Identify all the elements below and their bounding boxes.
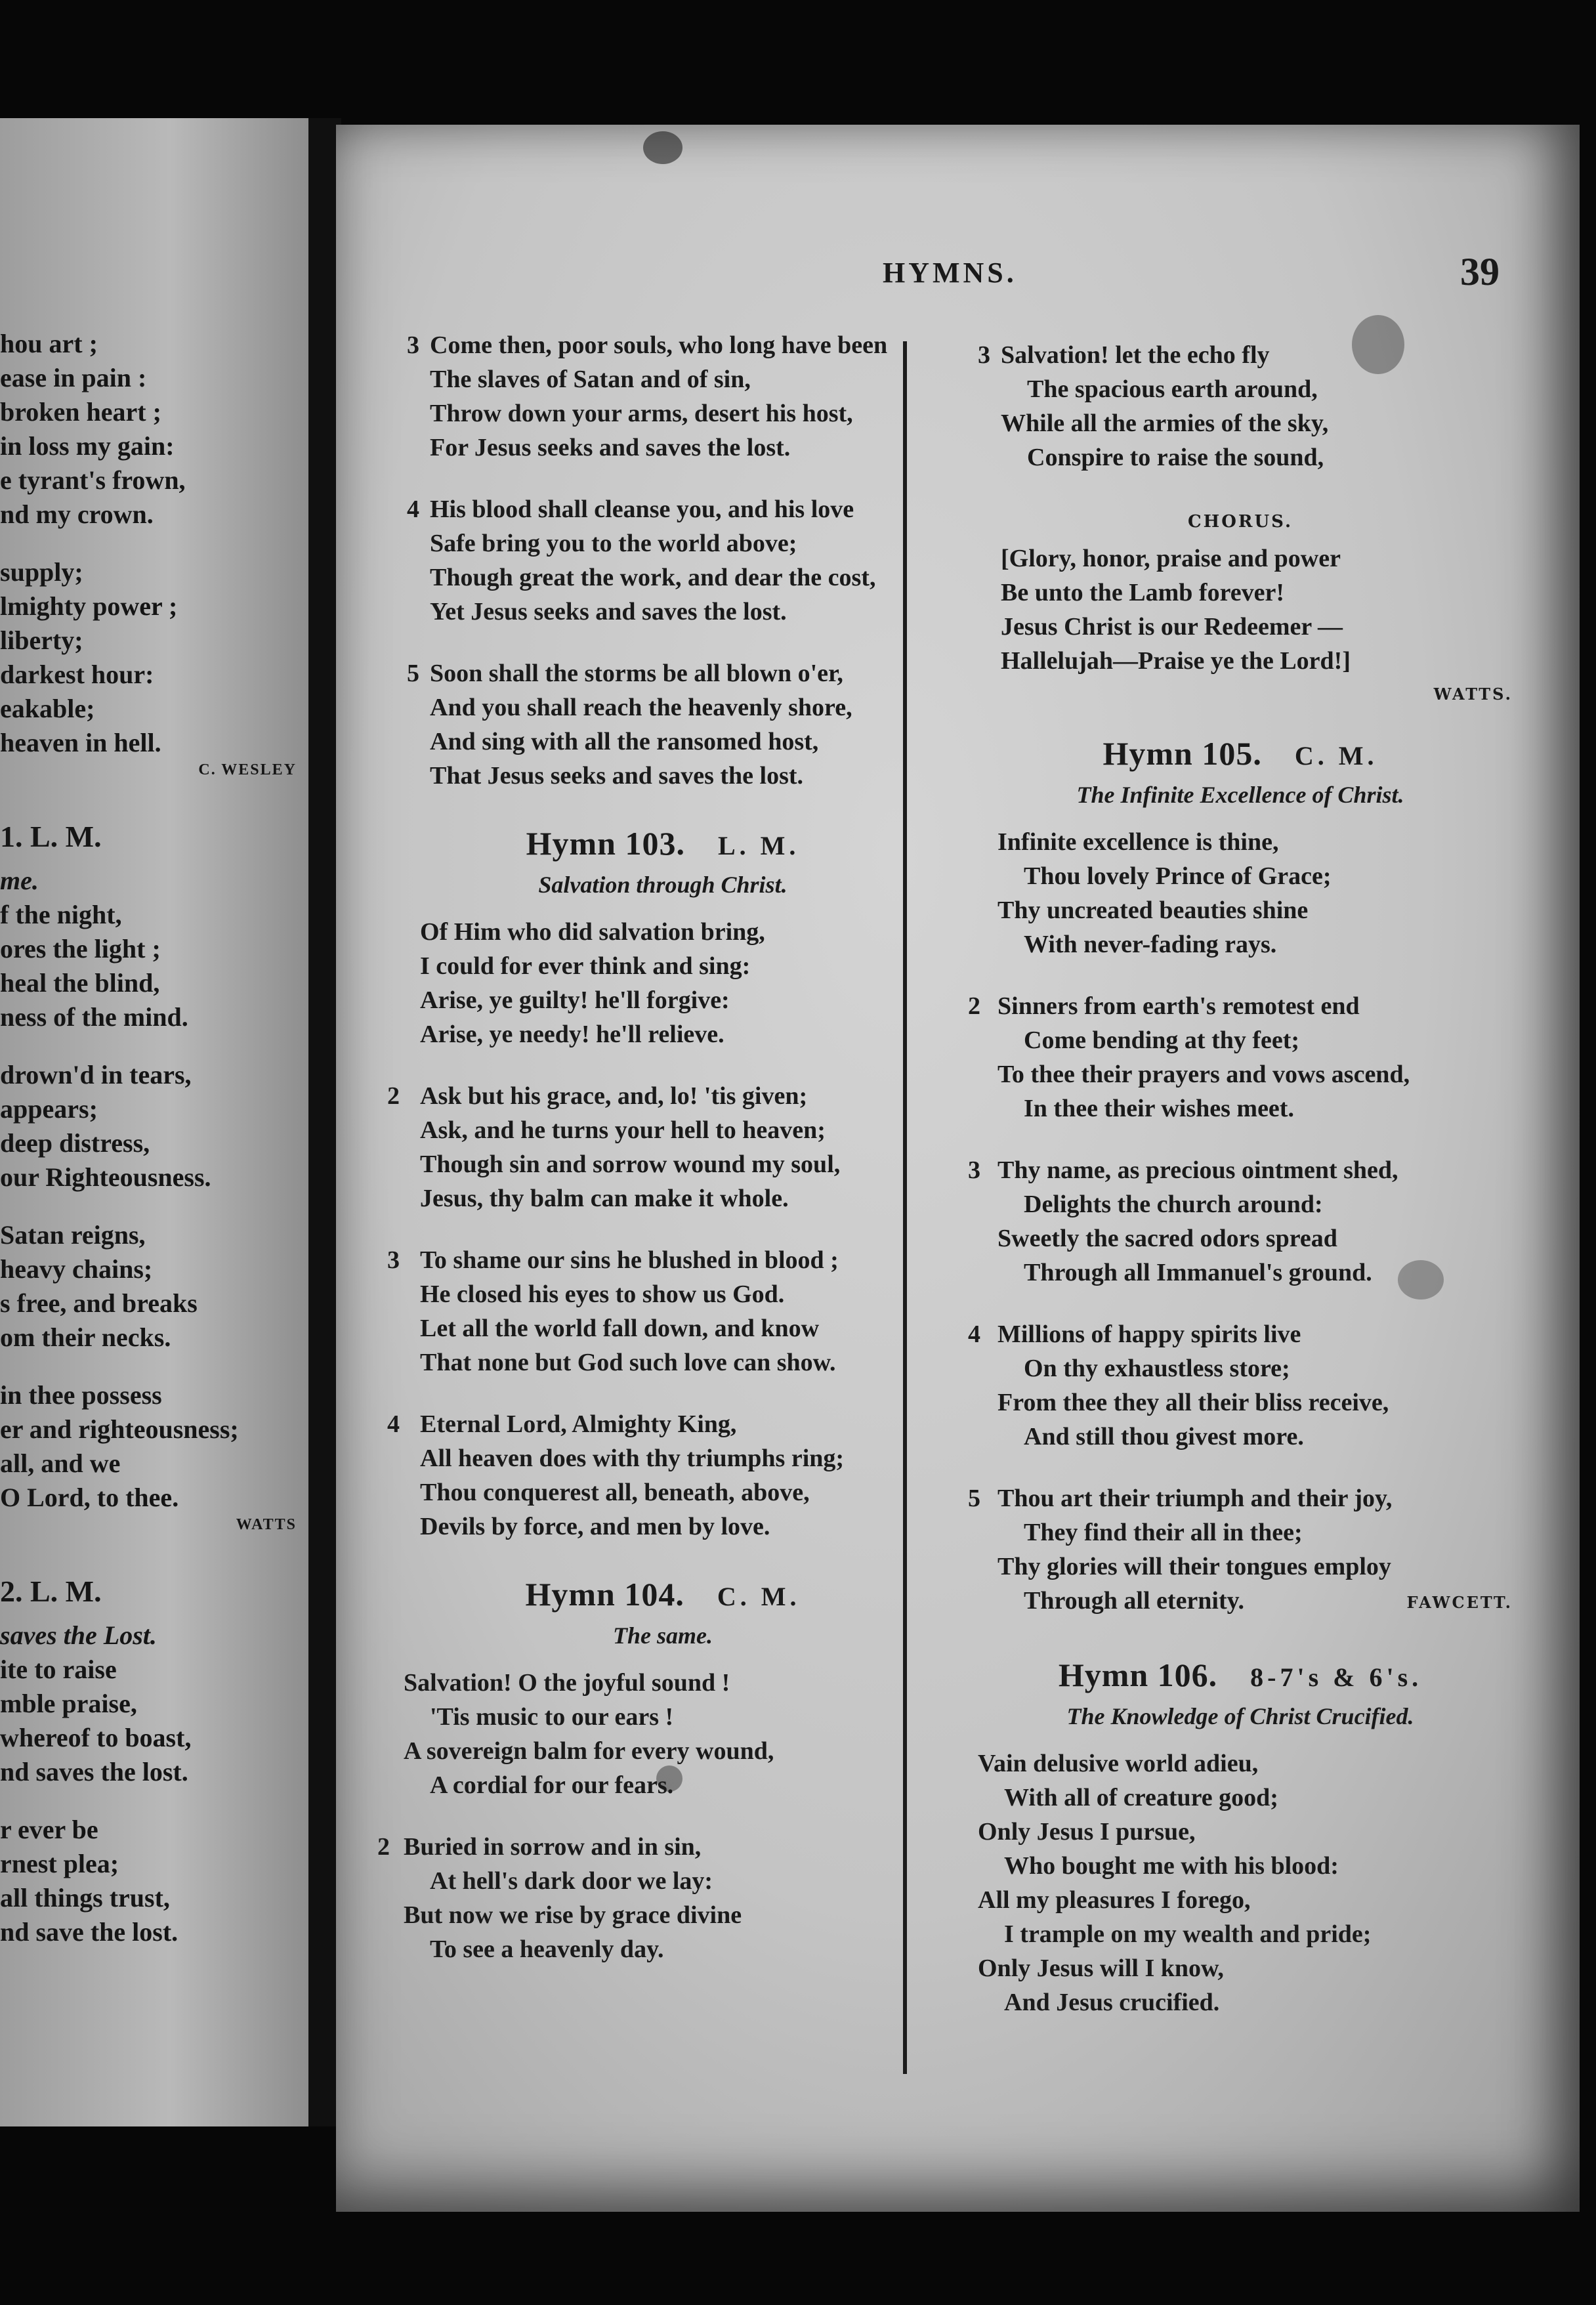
verse-text: A cordial for our fears. [430,1771,674,1799]
verse-text: Of Him who did salvation bring, [420,918,765,946]
text-line-fragment: in thee possess [0,1380,162,1410]
verse-text: Infinite excellence is thine, [998,828,1279,856]
verse-text: That none but God such love can show. [420,1349,836,1376]
author-credit: C. WESLEY [198,761,297,778]
hymn-103 [381,820,945,1544]
verse-text: And still thou givest more. [1024,1423,1304,1450]
verse-line [381,1666,945,1700]
verse-line [381,595,945,629]
verse-text: Though sin and sorrow wound my soul, [420,1151,841,1178]
verse-number: 4 [968,1321,980,1348]
verse-number: 3 [978,341,990,369]
verse-line [381,492,945,526]
verse-line [381,983,945,1017]
verse-line [968,1951,1513,1985]
verse-text: That Jesus seeks and saves the lost. [430,762,804,790]
verse-text: Salvation! O the joyful sound ! [404,1669,730,1697]
verse-text: I could for ever think and sing: [420,952,751,980]
verse-line [968,1057,1513,1091]
text-line-fragment: O Lord, to thee. [0,1483,179,1512]
verse-line [968,1351,1513,1385]
verse-line [968,1883,1513,1917]
verse-text: Vain delusive world adieu, [978,1750,1259,1777]
verse-line [381,915,945,949]
verse-text: Thy glories will their tongues employ [998,1553,1391,1580]
verse-number: 3 [407,331,419,359]
verse-text: Arise, ye guilty! he'll forgive: [420,986,730,1014]
verse-line [381,1700,945,1734]
middle-column [377,328,945,1994]
verse-line [381,1510,945,1544]
verse-number: 4 [407,496,419,523]
verse-text: For Jesus seeks and saves the lost. [430,434,791,461]
verse-line [968,1781,1513,1815]
verse [968,825,1513,962]
hymn-104-subtitle: The same. [613,1622,713,1649]
verse-line [381,949,945,983]
verse [968,541,1513,678]
verse-text: A sovereign balm for every wound, [404,1737,774,1765]
text-line-fragment: me. [0,866,39,895]
verse-number: 3 [387,1246,400,1274]
hymn-105 [968,730,1513,1613]
verse-text: Ask but his grace, and, lo! 'tis given; [420,1082,808,1110]
verse-line [381,1898,945,1932]
verse-text: Let all the world fall down, and know [420,1315,820,1342]
text-line-fragment: darkest hour: [0,660,154,689]
verse-text: At hell's dark door we lay: [430,1867,713,1895]
verse-line [968,644,1513,678]
hymn-104 [377,1571,945,1966]
text-line-fragment: mble praise, [0,1689,137,1718]
hymn-number: Hymn 105. [1102,735,1262,772]
verse-line [968,1515,1513,1550]
verse-line [968,1187,1513,1221]
verse-text: To shame our sins he blushed in blood ; [420,1246,839,1274]
verse-text: Salvation! let the echo fly [1001,341,1270,369]
verse [968,1317,1513,1454]
verse-line [381,1311,945,1345]
verse-text: Conspire to raise the sound, [1027,444,1324,471]
text-line-fragment: drown'd in tears, [0,1060,192,1089]
verse [381,328,945,465]
text-line-fragment: s free, and breaks [0,1288,198,1318]
verse-text: Arise, ye needy! he'll relieve. [420,1021,724,1048]
verse-text: While all the armies of the sky, [1001,410,1329,437]
text-line-fragment: saves the Lost. [0,1620,157,1650]
verse [968,1746,1513,2020]
verse-text: Hallelujah—Praise ye the Lord!] [1001,647,1351,675]
verse-text: With never-fading rays. [1024,931,1277,958]
verse-text: From thee they all their bliss receive, [998,1389,1389,1416]
verse-line [381,431,945,465]
text-line-fragment: nd save the lost. [0,1917,178,1947]
text-line-fragment: er and righteousness; [0,1414,239,1444]
text-line-fragment: rnest plea; [0,1849,119,1878]
verse-text: Through all Immanuel's ground. [1024,1259,1372,1286]
verse-text: I trample on my wealth and pride; [1004,1920,1372,1948]
verse-line [381,1932,945,1966]
verse-line [381,328,945,362]
text-line-fragment: ores the light ; [0,934,161,963]
author-credit: WATTS [236,1516,297,1533]
text-line-fragment: hou art ; [0,329,98,358]
text-line-fragment: f the night, [0,900,122,929]
verse-number: 2 [377,1833,390,1861]
verse-text: And sing with all the ransomed host, [430,728,819,755]
text-line-fragment: heal the blind, [0,968,160,998]
text-line-fragment: om their necks. [0,1322,171,1352]
verse-number: 4 [387,1410,400,1438]
verse-line [968,406,1513,440]
verse-line [381,1768,945,1802]
verse-line [968,989,1513,1023]
text-line-fragment: Satan reigns, [0,1220,146,1250]
hymn-title-fragment: 1. L. M. [0,820,102,853]
verse-line [968,1091,1513,1126]
hymn-106 [968,1652,1513,2020]
verse-text: Ask, and he turns your hell to heaven; [420,1116,826,1144]
verse-number: 2 [387,1082,400,1110]
verse-text: Delights the church around: [1024,1191,1323,1218]
verse-text: Jesus Christ is our Redeemer — [1001,613,1343,641]
text-line-fragment: heaven in hell. [0,728,161,757]
verse-line [968,1153,1513,1187]
verse-line [381,1407,945,1441]
verse-text: Thy name, as precious ointment shed, [998,1156,1398,1184]
hymn-106-title [968,1652,1513,1698]
verse [381,915,945,1051]
verse-line [968,1550,1513,1584]
text-line-fragment: nd saves the lost. [0,1757,188,1787]
verse-line [968,338,1513,372]
verse [381,1243,945,1380]
verse-line [381,1079,945,1113]
verse-text: They find their all in thee; [1024,1519,1303,1546]
verse-number: 2 [968,992,980,1020]
verse-text: On thy exhaustless store; [1024,1355,1290,1382]
verse-line [968,927,1513,962]
hymn-number: Hymn 103. [526,825,685,862]
verse-text: Come bending at thy feet; [1024,1026,1300,1054]
verse-text: He closed his eyes to show us God. [420,1280,785,1308]
verse-line [968,1746,1513,1781]
verse-text: Come then, poor souls, who long have been [430,331,888,359]
verse-line [381,1475,945,1510]
verse-line [381,1147,945,1181]
text-line-fragment: all, and we [0,1449,121,1478]
verse-line [381,690,945,725]
verse-text: In thee their wishes meet. [1024,1095,1294,1122]
verse-line [968,1985,1513,2020]
hymn-106-subtitle: The Knowledge of Christ Crucified. [1066,1703,1414,1729]
text-line-fragment: ness of the mind. [0,1002,188,1032]
verse-text: Yet Jesus seeks and saves the lost. [430,598,787,625]
verse-text: To thee their prayers and vows ascend, [998,1061,1410,1088]
verse-line [968,541,1513,576]
verse-line [381,1277,945,1311]
text-line-fragment: all things trust, [0,1883,170,1913]
verse-text: With all of creature good; [1004,1784,1278,1811]
verse-text: Soon shall the storms be all blown o'er, [430,660,843,687]
verse-text: The spacious earth around, [1027,375,1318,403]
verse-text: All heaven does with thy triumphs ring; [420,1445,845,1472]
verse-text: Who bought me with his blood: [1004,1852,1339,1880]
verse-text: Thy uncreated beauties shine [998,897,1309,924]
verse-line [381,1243,945,1277]
verse-line [381,396,945,431]
verse-line [968,610,1513,644]
right-column [968,338,1513,2047]
verse-line [381,1864,945,1898]
verse-line [968,1815,1513,1849]
verse-text: [Glory, honor, praise and power [1001,545,1341,572]
text-line-fragment: our Righteousness. [0,1162,211,1192]
hymn-meter: 8-7's & 6's. [1250,1662,1423,1692]
text-line-fragment: supply; [0,557,83,587]
text-line-fragment: liberty; [0,625,83,655]
verse [381,1666,945,1802]
verse-line [968,1317,1513,1351]
ink-smudge [643,131,682,164]
hymn-103-title [381,820,945,866]
hymn-meter: C. M. [717,1582,801,1611]
hymn-104-title [381,1571,945,1617]
hymn-number: Hymn 106. [1058,1657,1218,1693]
verse-line [381,1734,945,1768]
left-page-fragment [0,118,308,2126]
verse-line [381,1441,945,1475]
verse-text: Sinners from earth's remotest end [998,992,1360,1020]
chorus-label: CHORUS. [1187,512,1293,532]
author-credit: WATTS. [1433,685,1513,704]
verse-text: Through all eternity. [1024,1587,1245,1615]
hymn-105-title [968,730,1513,776]
verse-text: Sweetly the sacred odors spread [998,1225,1337,1252]
verse-text: To see a heavenly day. [430,1935,664,1963]
verse-text: Thou art their triumph and their joy, [998,1485,1393,1512]
verse-number: 5 [407,660,419,687]
verse-text: Safe bring you to the world above; [430,530,797,557]
verse [968,338,1513,475]
verse-line [381,1017,945,1051]
hymn-meter: L. M. [717,831,800,860]
verse [381,492,945,629]
hymn-103-subtitle: Salvation through Christ. [538,872,788,898]
verse-line [968,1256,1513,1290]
verse-text: Jesus, thy balm can make it whole. [420,1185,789,1212]
hymn-105-subtitle: The Infinite Excellence of Christ. [1076,782,1404,808]
verse-text: Thou lovely Prince of Grace; [1024,862,1332,890]
text-line-fragment: broken heart ; [0,397,161,427]
running-head: HYMNS. [883,257,1017,289]
verse-text: And you shall reach the heavenly shore, [430,694,852,721]
verse-line [381,362,945,396]
verse-line [381,560,945,595]
author-credit: FAWCETT. [1406,1593,1513,1612]
text-line-fragment: heavy chains; [0,1254,153,1284]
verse-text: Devils by force, and men by love. [420,1513,770,1540]
page-number: 39 [1460,250,1500,293]
verse-text: Though great the work, and dear the cost, [430,564,876,591]
text-line-fragment: nd my crown. [0,499,154,529]
text-line-fragment: appears; [0,1094,98,1124]
verse-line [968,440,1513,475]
verse-text: And Jesus crucified. [1004,1989,1220,2016]
verse-line [377,1830,945,1864]
verse-line [968,1420,1513,1454]
verse-text: His blood shall cleanse you, and his love [430,496,854,523]
verse-text: Eternal Lord, Almighty King, [420,1410,737,1438]
verse-text: The slaves of Satan and of sin, [430,366,751,393]
verse-line [968,1481,1513,1515]
verse-text: Millions of happy spirits live [998,1321,1301,1348]
text-line-fragment: e tyrant's frown, [0,465,186,495]
verse [381,1407,945,1544]
verse-line [381,656,945,690]
verse-line [381,1181,945,1216]
verse-text: All my pleasures I forego, [978,1886,1251,1914]
verse-line [968,1917,1513,1951]
verse-text: But now we rise by grace divine [404,1901,742,1929]
verse-line [381,1113,945,1147]
verse-text: Be unto the Lamb forever! [1001,579,1285,606]
verse-line [381,526,945,560]
verse [381,1079,945,1216]
verse-line [968,372,1513,406]
verse [968,1481,1513,1618]
verse-line [381,759,945,793]
verse-text: Thou conquerest all, beneath, above, [420,1479,810,1506]
verse-line [968,1221,1513,1256]
verse-text: 'Tis music to our ears ! [430,1703,674,1731]
text-line-fragment: ite to raise [0,1655,117,1684]
verse [381,656,945,793]
verse-line [968,576,1513,610]
hymn-meter: C. M. [1294,741,1378,771]
text-line-fragment: deep distress, [0,1128,150,1158]
text-line-fragment: eakable; [0,694,95,723]
hymn-102b-continued [968,338,1513,704]
verse-text: Buried in sorrow and in sin, [404,1833,702,1861]
verse-line [968,1849,1513,1883]
verse-line [968,1385,1513,1420]
text-line-fragment: whereof to boast, [0,1723,192,1752]
text-line-fragment: ease in pain : [0,363,147,392]
verse-text: Throw down your arms, desert his host, [430,400,853,427]
verse-line [968,1023,1513,1057]
verse-line [381,725,945,759]
verse-line [381,1345,945,1380]
verse-number: 5 [968,1485,980,1512]
verse-line [968,859,1513,893]
verse [377,1830,945,1966]
verse [968,989,1513,1126]
verse-text: Only Jesus will I know, [978,1955,1224,1982]
verse-number: 3 [968,1156,980,1184]
hymn-102-continued [381,328,945,793]
verse [968,1153,1513,1290]
text-line-fragment: r ever be [0,1815,98,1844]
text-line-fragment: in loss my gain: [0,431,175,461]
text-line-fragment: lmighty power ; [0,591,178,621]
verse-line [968,825,1513,859]
hymn-number: Hymn 104. [525,1576,684,1613]
verse-text: Only Jesus I pursue, [978,1818,1196,1846]
verse-line [968,893,1513,927]
verse-line [968,1584,1513,1618]
hymn-title-fragment: 2. L. M. [0,1575,102,1608]
